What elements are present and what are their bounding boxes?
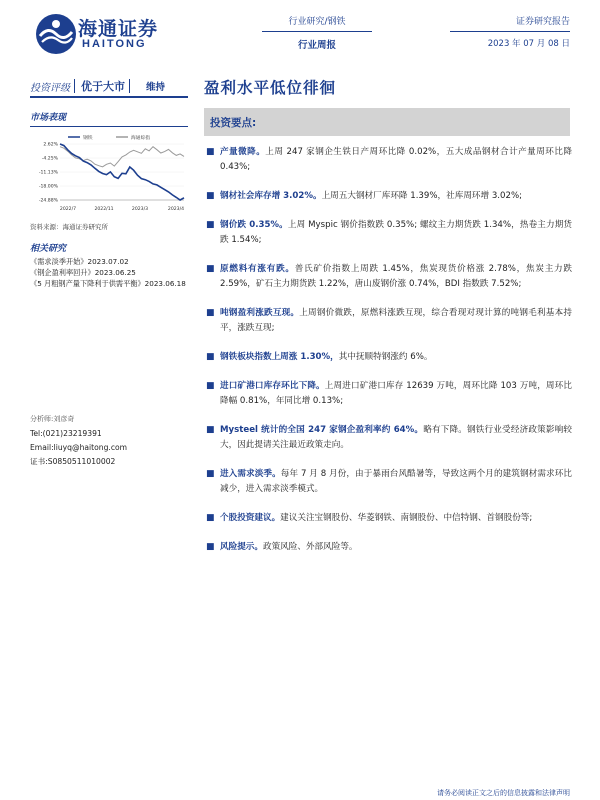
footer-disclaimer: 请务必阅读正文之后的信息披露和法律声明 [437,789,570,797]
logo-text-cn: 海通证券 [78,18,159,40]
square-bullet-icon: ■ [206,191,215,201]
square-bullet-icon: ■ [206,308,215,318]
header-industry-block [262,14,372,51]
key-point-text: 上周五大钢材厂库环降 1.39%，社库周环增 3.02%; [321,191,523,201]
y-tick-label: 2.62% [43,142,58,148]
key-point-text: 上周进口矿港口库存 12639 万吨，周环比降 103 万吨，周环比降幅 0.81%，年同比增 0.13%; [220,381,572,406]
key-point [204,540,572,555]
analyst-cert: 证书:S0850511010002 [30,457,116,466]
key-point-highlight: 钢铁板块指数上周涨 1.30%， [220,352,339,362]
analyst-info [30,412,188,469]
analyst-tel: Tel:(021)23219391 [30,429,102,438]
y-tick-label: -4.25% [41,156,58,162]
key-points-list [204,145,572,569]
x-tick-label: 2022/11 [94,207,114,212]
key-point-highlight: 原燃料有涨有跌。 [220,264,295,274]
industry-path: 行业研究/钢铁 [262,14,372,32]
market-heading: 市场表现 [30,110,188,127]
key-point-text: 每年 7 月 8 月份，由于暴雨台风酷暑等，导致这两个月的建筑钢材需求环比减少，进入需求淡季模式。 [220,469,572,494]
related-item[interactable]: 《5 月粗钢产量下降利于供需平衡》2023.06.18 [30,279,186,288]
report-kind: 行业周报 [297,40,336,51]
x-tick-label: 2023/4 [167,207,185,212]
square-bullet-icon: ■ [206,425,215,435]
related-heading: 相关研究 [30,244,67,254]
square-bullet-icon: ■ [206,381,215,391]
legend-label: 钢铁 [83,136,93,141]
legend-label: 海通综指 [131,136,151,141]
square-bullet-icon: ■ [206,352,215,362]
rating-label: 投资评级 [30,82,70,94]
key-point-highlight: 风险提示。 [220,542,263,552]
rating-bar [30,76,188,98]
report-type: 证券研究报告 [450,14,570,32]
square-bullet-icon: ■ [206,542,215,552]
x-tick-label: 2023/3 [131,207,149,212]
key-point-text: 略有下降。钢铁行业受经济政策影响较大，因此提请关注最近政策走向。 [220,425,572,450]
rating-separator [129,79,130,93]
key-point-highlight: 钢价跌 0.35%。 [220,220,288,230]
key-point-text: 上周钢价微跌，原燃料涨跌互现，综合看现对现计算的吨钢毛利基本持平，涨跌互现; [220,308,572,333]
related-list [30,256,190,289]
key-point [204,189,572,204]
square-bullet-icon: ■ [206,220,215,230]
key-point-highlight: Mysteel 统计的全国 247 家钢企盈利率约 64%。 [220,425,424,435]
square-bullet-icon: ■ [206,469,215,479]
square-bullet-icon: ■ [206,264,215,274]
market-chart-svg [30,132,188,214]
key-point-text: 其中抚顺特钢涨约 6%。 [338,352,433,362]
rating-action: 维持 [146,82,166,93]
rating-value: 优于大市 [81,80,125,93]
y-tick-label: -11.13% [38,170,58,176]
key-point-text: 上周 Myspic 钢价指数跌 0.35%; 螺纹主力期货跌 1.34%，热卷主力期货跌 1.54%; [220,220,573,245]
key-point-text: 普氏矿价指数上周跌 1.45%，焦炭现货价格涨 2.78%，焦炭主力跌 2.59%，矿石主力期货跌 1.22%，唐山废钢价涨 0.74%，BDI 指数跌 7.52%; [220,264,572,289]
logo-text-en: HAITONG [82,38,147,50]
x-tick-label: 2022/7 [59,207,77,212]
key-point-highlight: 产量微降。 [220,147,266,157]
key-point-highlight: 吨钢盈利涨跌互现。 [220,308,300,318]
key-points-heading: 投资要点: [210,117,257,129]
key-point [204,511,572,526]
key-point [204,423,572,453]
header-report-block [450,14,570,49]
key-point-text: 建议关注宝钢股份、华菱钢铁、南钢股份、中信特钢、首钢股份等; [280,513,533,523]
key-point [204,467,572,497]
key-point-highlight: 钢材社会库存增 3.02%。 [220,191,322,201]
report-date: 2023 年 07 月 08 日 [487,39,570,49]
key-points-bar [204,108,570,136]
key-point-highlight: 个股投资建议。 [220,513,281,523]
square-bullet-icon: ■ [206,147,215,157]
square-bullet-icon: ■ [206,513,215,523]
key-point [204,262,572,292]
key-point [204,379,572,409]
key-point [204,218,572,248]
haitong-wave-logo-icon [34,12,78,56]
y-tick-label: -24.88% [38,198,58,204]
rating-separator [74,79,75,93]
market-chart [30,132,188,214]
chart-source: 资料来源：海通证券研究所 [30,223,108,231]
key-point [204,306,572,336]
analyst-name: 分析师:刘彦奇 [30,415,75,423]
key-point-highlight: 进入需求淡季。 [220,469,281,479]
key-point-highlight: 进口矿港口库存环比下降。 [220,381,325,391]
key-point-text: 政策风险、外部风险等。 [262,542,358,552]
key-point [204,350,572,365]
key-point-text: 上周 247 家钢企生铁日产周环比降 0.02%，五大成品钢材合计产量周环比降 0.43%; [220,147,572,172]
page-title: 盈利水平低位徘徊 [204,78,337,97]
key-point [204,145,572,175]
related-item[interactable]: 《钢企盈利率回升》2023.06.25 [30,268,136,277]
analyst-email[interactable]: Email:liuyq@haitong.com [30,443,128,452]
related-item[interactable]: 《需求淡季开始》2023.07.02 [30,257,129,266]
y-tick-label: -18.00% [38,184,58,190]
